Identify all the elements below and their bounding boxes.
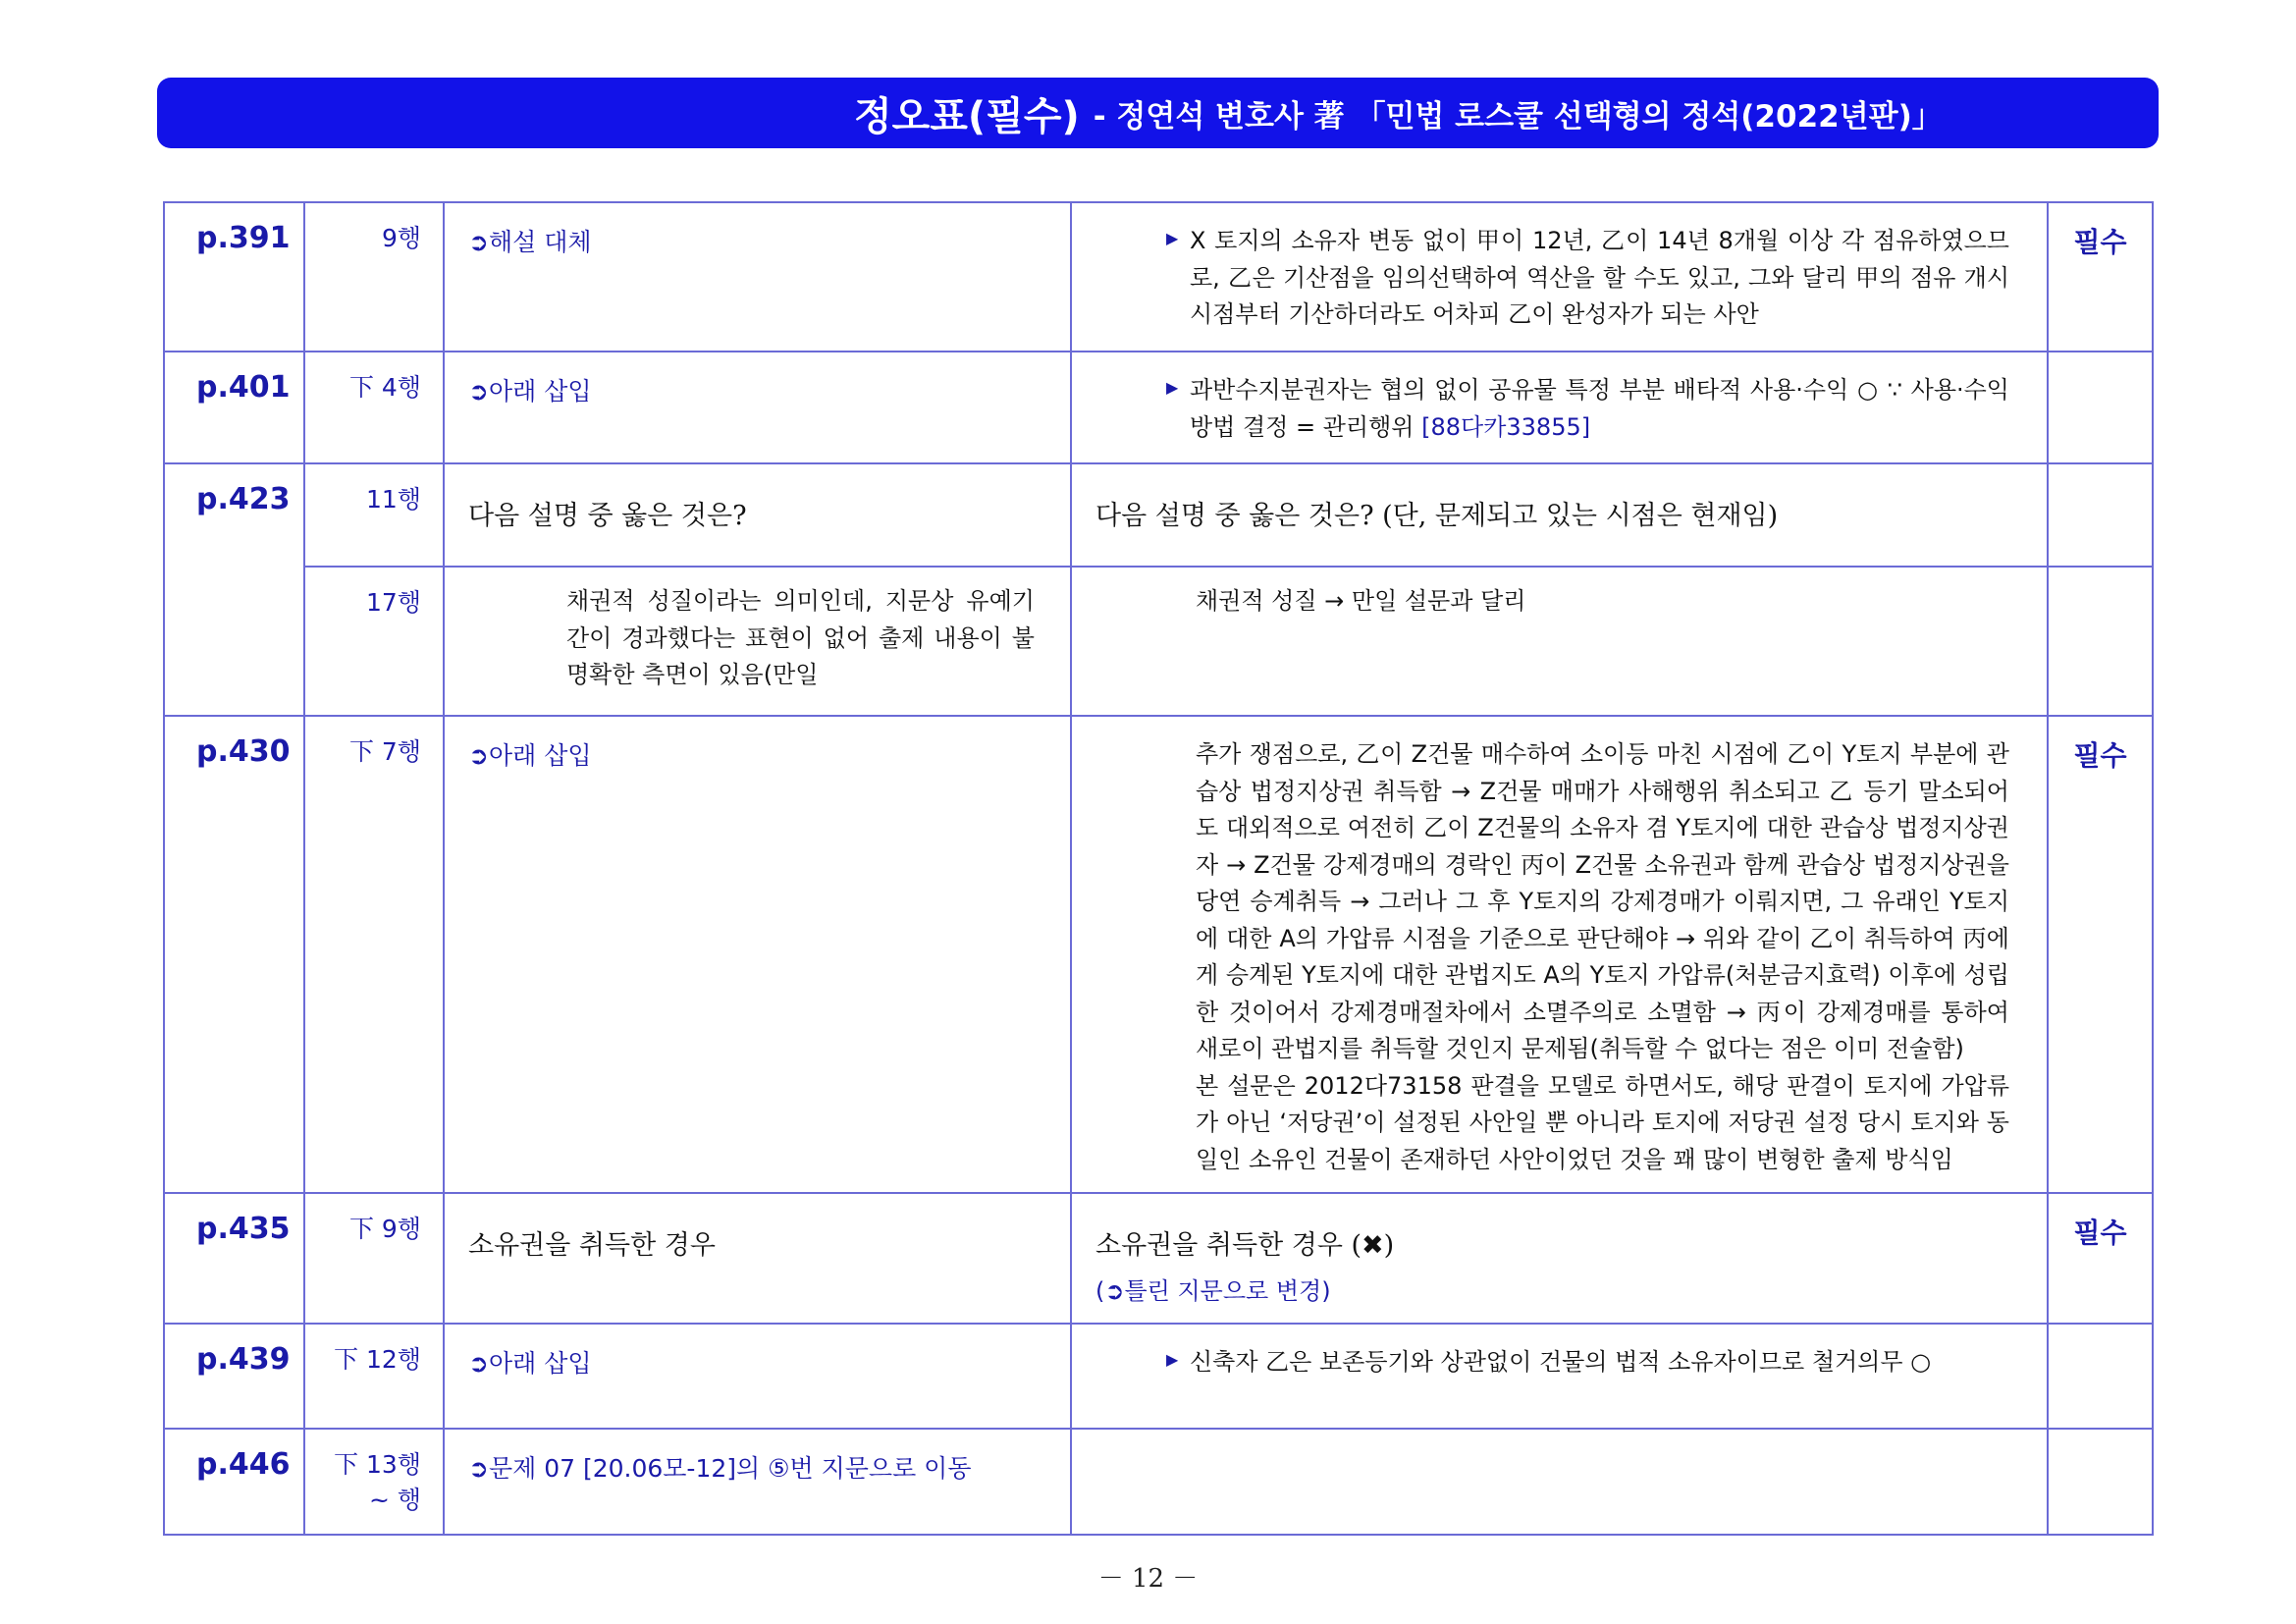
instruction-text: ➲아래 삽입 xyxy=(468,1349,592,1378)
line-text: 下 13행 xyxy=(334,1450,421,1479)
instruction-text: ➲해설 대체 xyxy=(468,228,592,256)
after-text: X 토지의 소유자 변동 없이 甲이 12년, 乙이 14년 8개월 이상 각 점유하였으므로, 乙은 기산점을 임의선택하여 역산을 할 수도 있고, 그와 달리 甲의 점유 개시 시점부터 기산하더라도 어차피 乙이 완성자가 되는 사안 xyxy=(1190,227,2009,328)
title-main: 정오표(필수) xyxy=(854,93,1080,139)
page-cell: p.435 xyxy=(164,1193,304,1324)
after-cell xyxy=(1071,1193,2048,1324)
page-cell: p.439 xyxy=(164,1324,304,1429)
table-row xyxy=(164,352,2153,463)
triangle-bullet-icon: ▶ xyxy=(1166,229,1179,247)
table-row xyxy=(164,463,2153,567)
before-cell xyxy=(444,1429,1071,1535)
before-cell xyxy=(444,1324,1071,1429)
required-cell: 필수 xyxy=(2048,202,2153,352)
title-text xyxy=(854,78,1943,148)
line-cell: 下 4행 xyxy=(304,352,444,463)
table-row xyxy=(164,567,2153,716)
after-text: 소유권을 취득한 경우 (✖) xyxy=(1095,1230,1395,1261)
page-cell: p.423 xyxy=(164,463,304,716)
table-row xyxy=(164,1324,2153,1429)
after-cell xyxy=(1071,1429,2048,1535)
line-cell: 11행 xyxy=(304,463,444,567)
page-number: － 12 － xyxy=(1097,1564,1199,1594)
instruction-text: ➲아래 삽입 xyxy=(468,377,592,406)
table-row xyxy=(164,202,2153,352)
table-row xyxy=(164,1429,2153,1535)
required-cell xyxy=(2048,463,2153,567)
triangle-bullet-icon: ▶ xyxy=(1166,1350,1179,1369)
required-cell xyxy=(2048,567,2153,716)
before-text: 소유권을 취득한 경우 xyxy=(468,1230,716,1261)
before-cell xyxy=(444,567,1071,716)
line-text-2: ~ 행 xyxy=(368,1486,421,1514)
after-cell xyxy=(1071,567,2048,716)
required-cell: 필수 xyxy=(2048,1193,2153,1324)
instruction-text: ➲문제 07 [20.06모-12]의 ⑤번 지문으로 이동 xyxy=(468,1454,972,1483)
after-text-2: 본 설문은 2012다73158 판결을 모델로 하면서도, 해당 판결이 토지에 가압류가 아닌 ‘저당권’이 설정된 사안일 뿐 아니라 토지에 저당권 설정 당시 토지와 동일인 소유인 건물이 존재하던 사안이었던 것을 꽤 많이 변형한 출제 방식임 xyxy=(1196,1071,2009,1173)
line-cell: 9행 xyxy=(304,202,444,352)
line-cell: 下 12행 xyxy=(304,1324,444,1429)
after-text: 과반수지분권자는 협의 없이 공유물 특정 부분 배타적 사용·수익 ○ ∵ 사용·수익 방법 결정 = 관리행위 xyxy=(1190,376,2009,441)
required-cell xyxy=(2048,352,2153,463)
after-cell xyxy=(1071,1324,2048,1429)
required-cell: 필수 xyxy=(2048,716,2153,1193)
after-cell xyxy=(1071,352,2048,463)
after-cell xyxy=(1071,716,2048,1193)
line-cell: 下 7행 xyxy=(304,716,444,1193)
after-cell xyxy=(1071,202,2048,352)
after-text: 추가 쟁점으로, 乙이 Z건물 매수하여 소이등 마친 시점에 乙이 Y토지 부분에 관습상 법정지상권 취득함 → Z건물 매매가 사해행위 취소되고 乙 등기 말소되어도 대외적으로 여전히 乙이 Z건물의 소유자 겸 Y토지에 대한 관습상 법정지상권자 → Z건물 강제경매의 경락인 丙이 Z건물 소유권과 함께 관습상 법정지상권을 당연 승계취득 → 그러나 그 후 Y토지의 강제경매가 이뤄지면, 그 유래인 Y토지에 대한 A의 가압류 시점을 기준으로 판단해야 → 위와 같이 乙이 취득하여 丙에게 승계된 Y토지에 대한 관법지도 A의 Y토지 가압류(처분금지효력) 이후에 성립한 것이어서 강제경매절차에서 소멸주의로 소멸함 → 丙이 강제경매를 통하여 새로이 관법지를 취득할 것인지 문제됨(취득할 수 없다는 점은 이미 전술함) xyxy=(1196,740,2009,1062)
line-cell: 下 9행 xyxy=(304,1193,444,1324)
before-cell xyxy=(444,352,1071,463)
after-cell xyxy=(1071,463,2048,567)
before-cell xyxy=(444,1193,1071,1324)
table-row xyxy=(164,1193,2153,1324)
page-cell: p.430 xyxy=(164,716,304,1193)
instruction-text: ➲아래 삽입 xyxy=(468,741,592,770)
case-reference: [88다카33855] xyxy=(1421,412,1591,441)
required-cell xyxy=(2048,1429,2153,1535)
change-note: (➲틀린 지문으로 변경) xyxy=(1095,1277,1331,1305)
line-cell: 17행 xyxy=(304,567,444,716)
triangle-bullet-icon: ▶ xyxy=(1166,378,1179,397)
table-row xyxy=(164,716,2153,1193)
before-text: 채권적 성질이라는 의미인데, 지문상 유예기간이 경과했다는 표현이 없어 출제 내용이 불명확한 측면이 있음(만일 xyxy=(566,587,1035,688)
line-cell xyxy=(304,1429,444,1535)
after-text: 채권적 성질 → 만일 설문과 달리 xyxy=(1196,587,1526,615)
page-cell: p.446 xyxy=(164,1429,304,1535)
after-text: 다음 설명 중 옳은 것은? (단, 문제되고 있는 시점은 현재임) xyxy=(1095,501,1779,531)
before-cell xyxy=(444,716,1071,1193)
title-banner xyxy=(157,78,2159,148)
before-text: 다음 설명 중 옳은 것은? xyxy=(468,501,747,531)
errata-table xyxy=(163,201,2154,1536)
page-cell: p.391 xyxy=(164,202,304,352)
page-cell: p.401 xyxy=(164,352,304,463)
title-sub: - 정연석 변호사 著 「민법 로스쿨 선택형의 정석(2022년판)」 xyxy=(1093,98,1943,135)
before-cell xyxy=(444,202,1071,352)
required-cell xyxy=(2048,1324,2153,1429)
after-text: 신축자 乙은 보존등기와 상관없이 건물의 법적 소유자이므로 철거의무 ○ xyxy=(1190,1348,1932,1376)
before-cell xyxy=(444,463,1071,567)
